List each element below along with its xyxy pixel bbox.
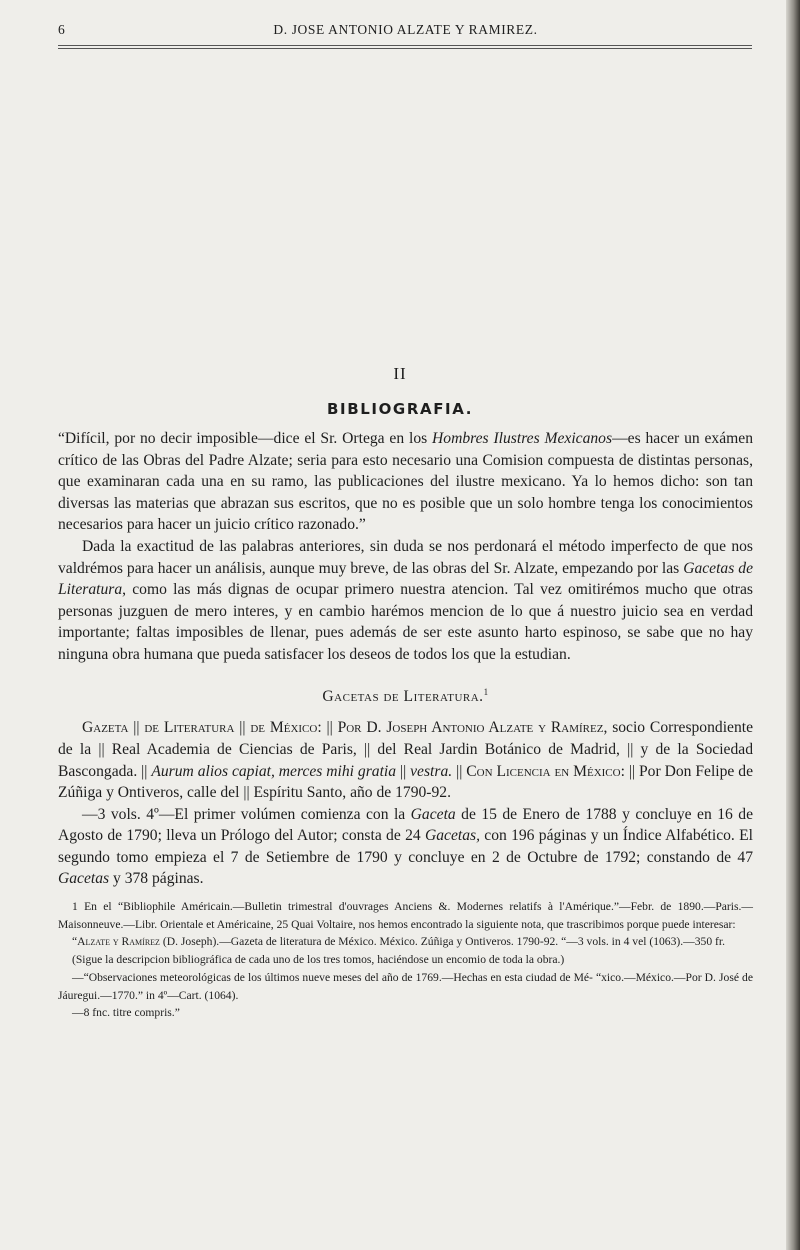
p3-title-smallcaps: Gazeta || de Literatura || de México: || Por D. Joseph Antonio Alzate y Ramírez, [82,719,608,737]
p3-text-b: socio Correspondiente de la || Real Academia de Ciencias de Paris, || del Real Jardin Botánico de Madrid, || y de la Sociedad Bascongada. || [58,719,754,780]
p1-text-a: “Difícil, por no decir imposible—dice el Sr. Ortega en los [58,430,433,447]
header-rule [58,45,752,49]
p4-italic-gacetas-2: Gacetas [58,870,110,888]
p3-motto-end: vestra. [410,762,453,780]
p3-sep-1: || [396,762,411,780]
p4-text-g: y 378 páginas. [109,870,204,888]
p4-italic-gacetas-1: Gacetas, [424,827,480,845]
footnotes [58,898,753,1022]
footnote-2 [58,933,753,951]
p1-italic-title: Hombres Ilustres Mexicanos [432,430,613,447]
footnote-4: —“Observaciones meteorológicas de los últimos nueve meses del año de 1769.—Hechas en esta ciudad de Mé- “xico.—México.—Por D. José de Jáuregui.—1770.” in 4º—Cart. (1064). [58,970,753,1002]
fn2-quote: “ [72,935,78,949]
subheading [58,682,753,708]
p4-italic-gaceta: Gaceta [410,805,456,823]
fn2-text: (D. Joseph).—Gazeta de literatura de México. México. Zúñiga y Ontiveros. 1790-92. “—3 vols. in 4 vel (1063).—350 fr. [159,935,726,949]
p4-text-c: de 15 de Enero de 1788 y concluye en 16 de Agosto de 1790; lleva un Prólogo del Autor; consta de 24 [58,805,753,845]
section-title: BIBLIOGRAFIA. [326,400,474,418]
footnote-5: —8 fnc. titre compris.” [72,1006,180,1020]
p3-licence: Con Licencia en México: [466,762,625,780]
p4-text-a: —3 vols. 4º—El primer volúmen comienza con la [82,805,411,823]
binding-edge [786,0,800,1250]
p2-text-a: Dada la exactitud de las palabras anteriores, sin duda se nos perdonará el método imperfecto de que nos valdrémos para hacer un análisis, aunque muy breve, de las obras del Sr. Alzate, empezando por las [58,537,753,577]
p1-text-c: —es hacer un exámen crítico de las Obras del Padre Alzate; seria para esto necesario una Comision compuesta de distintas personas, que examinaran cada una en su ramo, las publicaciones del ilustre mexicano. Ya lo hemos dicho: son tan diversas las materias que abrazan sus escritos, que no es posible que un solo hombre tenga los conocimientos necesarios para hacer un juicio crítico razonado.” [58,430,753,534]
paragraph-4 [58,804,753,890]
p2-italic-title: Gacetas de Literatura [58,559,753,599]
main-text [58,428,753,1022]
section-number: II [393,364,407,383]
p3-sep-2: || [452,762,467,780]
paragraph-1 [58,428,753,536]
footnote-1: 1 En el “Bibliophile Américain.—Bulletin trimestral d'ouvrages Anciens &. Modernes relatifs à l'Amérique.”—Febr. de 1890.—Paris.—Maisonneuve.—Libr. Orientale et Américaine, 25 Quai Voltaire, nos hemos encontrado la siguiente nota, que trascribimos porque puede interesar: [58,900,753,931]
subheading-text: Gacetas de Literatura. [322,687,484,705]
paragraph-3 [58,717,753,803]
page-number: 6 [58,22,66,37]
p3-motto: Aurum alios capiat, merces mihi gratia [151,762,397,780]
p4-text-e: con 196 páginas y un Índice Alfabético. El segundo tomo empieza el 7 de Setiembre de 1790 y concluye en 2 de Octubre de 1792; constando de 47 [58,827,753,866]
running-title: D. JOSE ANTONIO ALZATE Y RAMIREZ. [273,22,538,37]
paragraph-2 [58,536,753,666]
footnote-mark: 1 [483,686,489,697]
p2-text-c: , como las más dignas de ocupar primero nuestra atencion. Tal vez omitirémos mucho que otras personas juzguen de mero interes, y en cambio harémos mencion de lo que á nuestro juicio sea en verdad importante; faltas imposibles de llenar, pues además de ser este asunto harto espinoso, se sabe que no hay ninguna obra humana que pueda satisfacer los deseos de todos los que la estudian. [58,581,753,663]
fn2-author: Alzate y Ramírez [77,935,160,949]
p3-text-h: || Por Don Felipe de Zúñiga y Ontiveros, calle del || Espíritu Santo, año de 1790-92. [58,762,753,802]
footnote-3: (Sigue la descripcion bibliográfica de cada uno de los tres tomos, haciéndose un encomio de toda la obra.) [72,953,565,967]
